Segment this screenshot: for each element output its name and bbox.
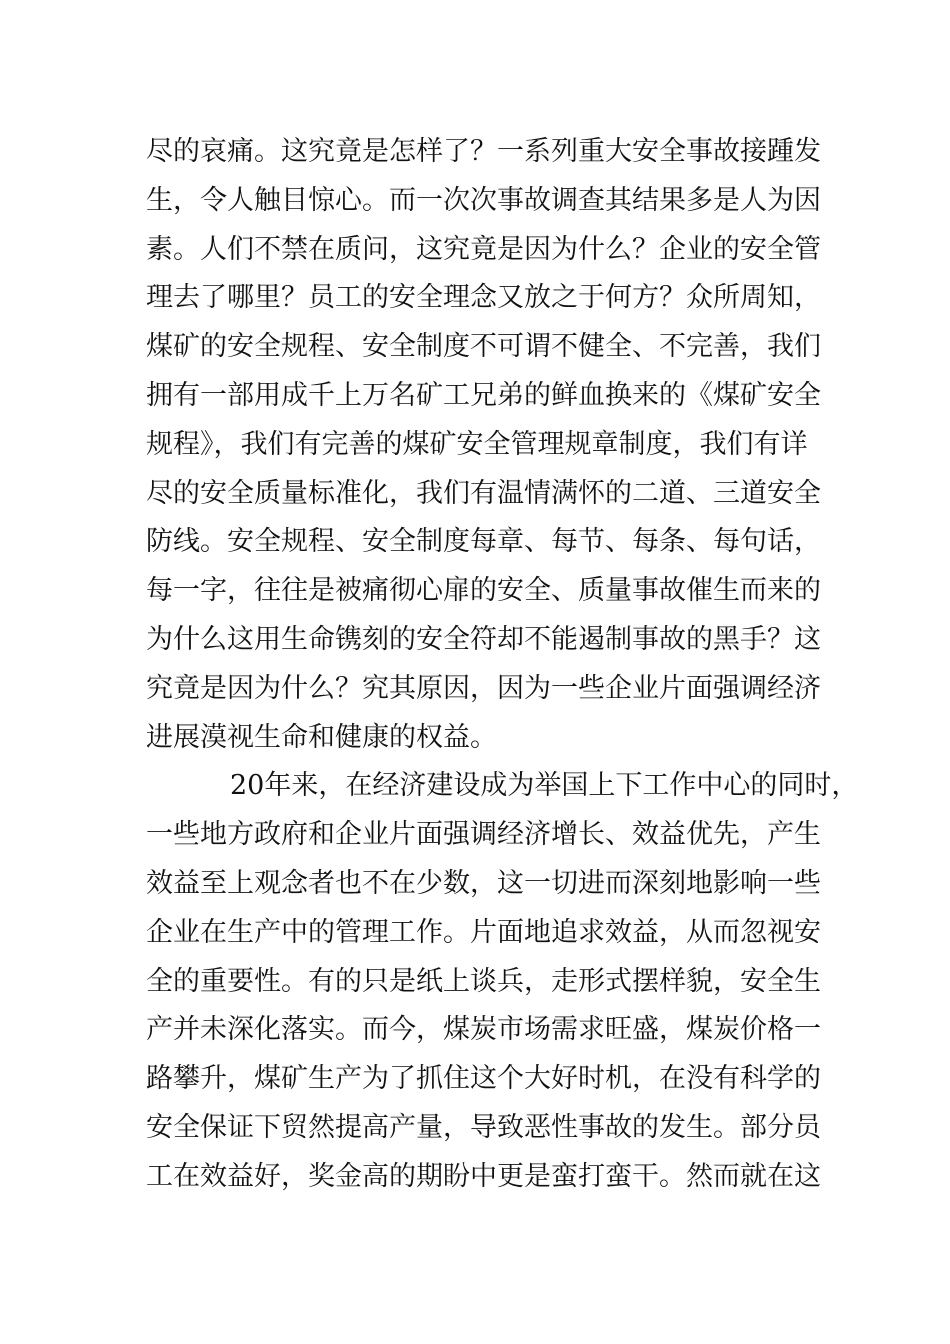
text-line: 规程》，我们有完善的煤矿安全管理规章制度，我们有详 bbox=[146, 428, 808, 460]
text-line: 生，令人触目惊心。而一次次事故调查其结果多是人为因 bbox=[146, 184, 821, 216]
text-line: 煤矿的安全规程、安全制度不可谓不健全、不完善，我们 bbox=[146, 331, 821, 363]
text-line: 全的重要性。有的只是纸上谈兵，走形式摆样貌，安全生 bbox=[146, 965, 821, 997]
body-text bbox=[146, 128, 859, 1202]
text-line: 路攀升，煤矿生产为了抓住这个大好时机，在没有科学的 bbox=[146, 1063, 821, 1095]
text-line: 产并未深化落实。而今，煤炭市场需求旺盛，煤炭价格一 bbox=[146, 1014, 821, 1046]
text-line: 效益至上观念者也不在少数，这一切进而深刻地影响一些 bbox=[146, 867, 821, 899]
text-line: 安全保证下贸然提高产量，导致恶性事故的发生。部分员 bbox=[146, 1111, 821, 1143]
text-line: 尽的安全质量标准化，我们有温情满怀的二道、三道安全 bbox=[146, 477, 821, 509]
text-line: 素。人们不禁在质问，这究竟是因为什么？企业的安全管 bbox=[146, 233, 821, 265]
text-line: 防线。安全规程、安全制度每章、每节、每条、每句话， bbox=[146, 526, 821, 558]
paragraph-1 bbox=[146, 128, 821, 762]
text-line: 理去了哪里？员工的安全理念又放之于何方？众所周知， bbox=[146, 282, 821, 314]
text-line: 为什么这用生命镌刻的安全符却不能遏制事故的黑手？这 bbox=[146, 623, 821, 655]
paragraph-2 bbox=[146, 762, 859, 1201]
text-line: 每一字，往往是被痛彻心扉的安全、质量事故催生而来的 bbox=[146, 575, 821, 607]
text-line-indented: 20年来，在经济建设成为举国上下工作中心的同时， bbox=[230, 770, 859, 802]
text-line: 拥有一部用成千上万名矿工兄弟的鲜血换来的《煤矿安全 bbox=[146, 379, 821, 411]
text-line: 工在效益好，奖金高的期盼中更是蛮打蛮干。然而就在这 bbox=[146, 1160, 821, 1192]
text-line: 一些地方政府和企业片面强调经济增长、效益优先，产生 bbox=[146, 819, 821, 851]
text-line: 企业在生产中的管理工作。片面地追求效益，从而忽视安 bbox=[146, 916, 821, 948]
text-line: 进展漠视生命和健康的权益。 bbox=[146, 721, 497, 753]
text-line: 究竟是因为什么？究其原因，因为一些企业片面强调经济 bbox=[146, 672, 821, 704]
text-line: 尽的哀痛。这究竟是怎样了？一系列重大安全事故接踵发 bbox=[146, 136, 821, 167]
